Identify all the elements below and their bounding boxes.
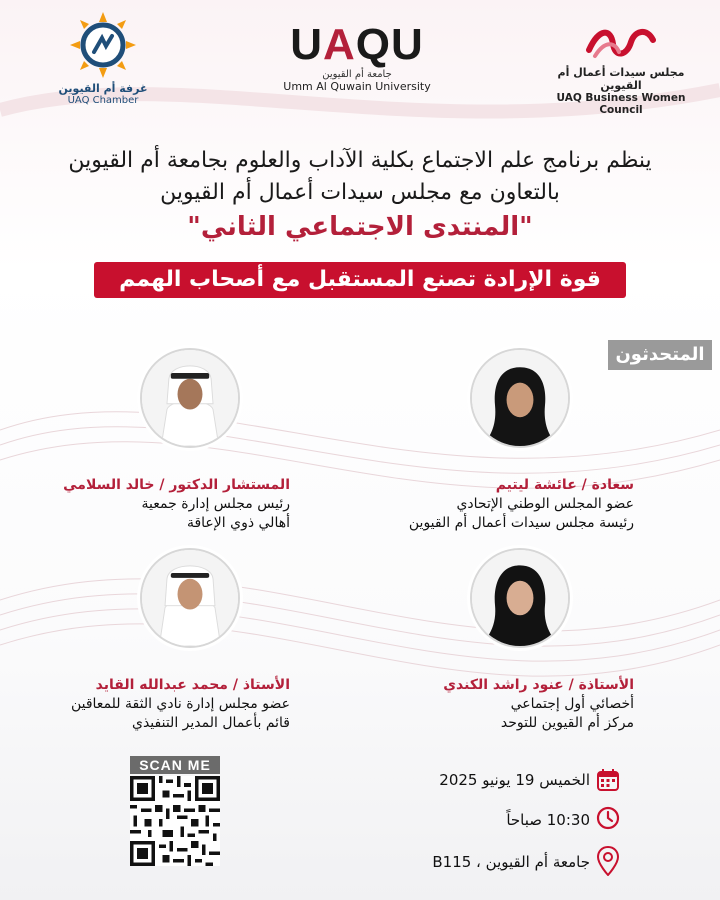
speaker-photo-mohammed	[140, 548, 240, 648]
speaker-role: رئيس مجلس إدارة جمعية	[141, 496, 290, 512]
event-location: جامعة أم القيوين ، B115	[432, 853, 590, 871]
council-english-name: UAQ Business Women Council	[556, 92, 686, 116]
slogan-text: قوة الإرادة تصنع المستقبل مع أصحاب الهمم	[119, 267, 601, 292]
speaker-card-4	[71, 677, 290, 731]
uaq-chamber-logo	[48, 10, 158, 110]
uaq-university-logo	[272, 22, 442, 93]
university-arabic-name: جامعة أم القيوين	[322, 69, 392, 80]
speaker-role: عضو المجلس الوطني الإتحادي	[456, 496, 634, 512]
speakers-heading: المتحدثون	[608, 340, 712, 370]
calendar-icon	[596, 768, 620, 792]
university-wordmark: UAQU	[290, 20, 424, 69]
speaker-name: الأستاذ / محمد عبدالله القايد	[95, 677, 290, 693]
speaker-photo-aisha	[470, 348, 570, 448]
clock-icon	[596, 806, 620, 830]
chamber-arabic-name: غرفة أم القيوين	[58, 82, 148, 95]
speaker-name: سعادة / عائشة ليتيم	[495, 477, 634, 493]
speaker-role: قائم بأعمال المدير التنفيذي	[131, 715, 290, 731]
speaker-name: الأستاذة / عنود راشد الكندي	[443, 677, 634, 693]
speaker-role: رئيسة مجلس سيدات أعمال أم القيوين	[408, 515, 634, 531]
council-arabic-name: مجلس سيدات أعمال أم القيوين	[557, 66, 685, 92]
speaker-card-2	[63, 477, 290, 531]
speaker-photo-anood	[470, 548, 570, 648]
speaker-card-1	[409, 477, 634, 531]
speaker-role: مركز أم القيوين للتوحد	[500, 715, 634, 731]
ribbon-logo-icon	[581, 20, 661, 64]
speaker-name: المستشار الدكتور / خالد السلامي	[63, 477, 290, 493]
speaker-role: أخصائي أول إجتماعي	[510, 696, 634, 712]
scan-me-label: SCAN ME	[130, 756, 220, 774]
location-pin-icon	[597, 846, 619, 876]
registration-qr-code[interactable]	[130, 776, 220, 866]
speaker-role: أهالي ذوي الإعاقة	[186, 515, 290, 531]
speaker-photo-khalid	[140, 348, 240, 448]
speaker-card-3	[443, 677, 634, 731]
organizer-line: ينظم برنامج علم الاجتماع بكلية الآداب والعلوم بجامعة أم القيوين	[68, 148, 652, 173]
business-women-council-logo	[536, 20, 706, 116]
chamber-sun-logo-icon	[68, 10, 138, 80]
event-date: الخميس 19 يونيو 2025	[439, 771, 590, 789]
forum-title: "المنتدى الاجتماعي الثاني"	[187, 212, 533, 242]
university-english-name: Umm Al Quwain University	[283, 80, 431, 93]
collaboration-line: بالتعاون مع مجلس سيدات أعمال أم القيوين	[160, 180, 560, 205]
event-time: 10:30 صباحاً	[506, 811, 590, 829]
chamber-english-name: UAQ Chamber	[67, 95, 139, 106]
speaker-role: عضو مجلس إدارة نادي الثقة للمعاقين	[70, 696, 290, 712]
